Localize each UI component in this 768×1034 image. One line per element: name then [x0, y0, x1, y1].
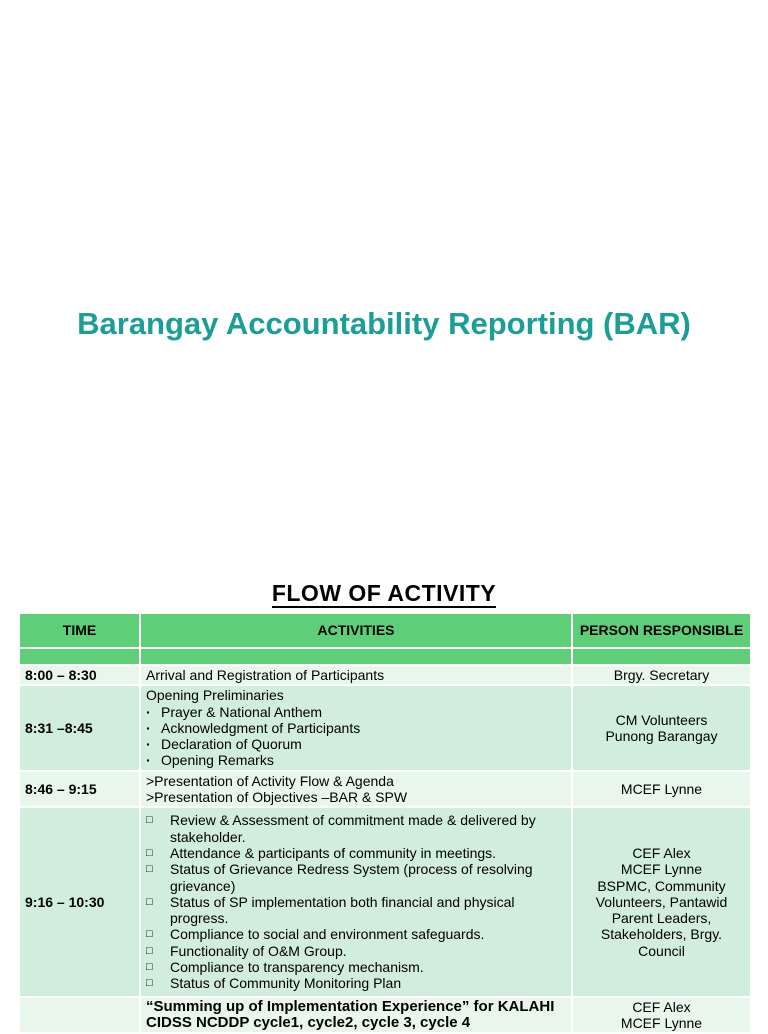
list-item: □ Functionality of O&M Group. — [146, 943, 566, 959]
list-item: · Acknowledgment of Participants — [146, 720, 566, 736]
list-item: □ Status of Community Monitoring Plan — [146, 975, 566, 991]
time-cell: 8:00 – 8:30 — [19, 665, 140, 685]
activity-line: >Presentation of Objectives –BAR & SPW — [146, 789, 408, 806]
list-item: · Prayer & National Anthem — [146, 704, 566, 720]
table-row — [19, 807, 751, 996]
table-spacer-row — [19, 648, 751, 665]
time-cell: 8:46 – 9:15 — [19, 771, 140, 808]
header-time: TIME — [19, 613, 140, 648]
responsible-line: MCEF Lynne — [620, 1014, 703, 1031]
activity-cell: Arrival and Registration of Participants — [140, 665, 572, 685]
flow-heading-text: FLOW OF ACTIVITY — [271, 580, 497, 606]
list-item: □ Compliance to social and environment safeguards. — [146, 926, 566, 942]
list-item: □ Status of Grievance Redress System (process of resolving grievance) — [146, 861, 566, 894]
activity-bullet-list — [146, 812, 566, 991]
header-activities: ACTIVITIES — [140, 613, 572, 648]
responsible-cell — [572, 685, 751, 770]
table-header-row — [19, 613, 751, 648]
list-item: □ Compliance to transparency mechanism. — [146, 959, 566, 975]
activity-cell — [140, 685, 572, 770]
activity-table — [18, 612, 752, 1034]
page-title: Barangay Accountability Reporting (BAR) — [77, 306, 691, 341]
responsible-line: Punong Barangay — [605, 728, 718, 745]
list-item: □ Status of SP implementation both financial and physical progress. — [146, 894, 566, 927]
list-item: □ Review & Assessment of commitment made & delivered by stakeholder. — [146, 812, 566, 845]
time-cell — [19, 997, 140, 1034]
list-item: · Opening Remarks — [146, 752, 566, 768]
table-row — [19, 665, 751, 685]
list-item: · Declaration of Quorum — [146, 736, 566, 752]
activity-bullet-list — [146, 704, 566, 769]
responsible-cell: MCEF Lynne — [572, 771, 751, 808]
activity-line: Opening Preliminaries — [146, 687, 284, 704]
time-cell: 8:31 –8:45 — [19, 685, 140, 770]
responsible-cell — [572, 807, 751, 996]
activity-line: >Presentation of Activity Flow & Agenda — [146, 772, 394, 789]
responsible-line: MCEF Lynne — [620, 861, 703, 878]
responsible-line: CEF Alex — [632, 844, 691, 861]
activity-cell: “Summing up of Implementation Experience” for KALAHI CIDSS NCDDP cycle1, cycle2, cycle 3, cycle 4 — [140, 997, 572, 1034]
time-cell: 9:16 – 10:30 — [19, 807, 140, 996]
responsible-line: BSPMC, Community Volunteers, Pantawid Parent Leaders, Stakeholders, Brgy. Council — [595, 877, 728, 959]
header-person-responsible: PERSON RESPONSIBLE — [572, 613, 751, 648]
responsible-cell: Brgy. Secretary — [572, 665, 751, 685]
activity-cell — [140, 771, 572, 808]
table-row — [19, 997, 751, 1034]
section-heading — [0, 580, 768, 607]
list-item: □ Attendance & participants of community in meetings. — [146, 845, 566, 861]
table-row — [19, 771, 751, 808]
table-row — [19, 685, 751, 770]
responsible-line: CM Volunteers — [615, 711, 708, 728]
activity-cell — [140, 807, 572, 996]
responsible-line: CEF Alex — [632, 998, 691, 1015]
responsible-cell — [572, 997, 751, 1034]
